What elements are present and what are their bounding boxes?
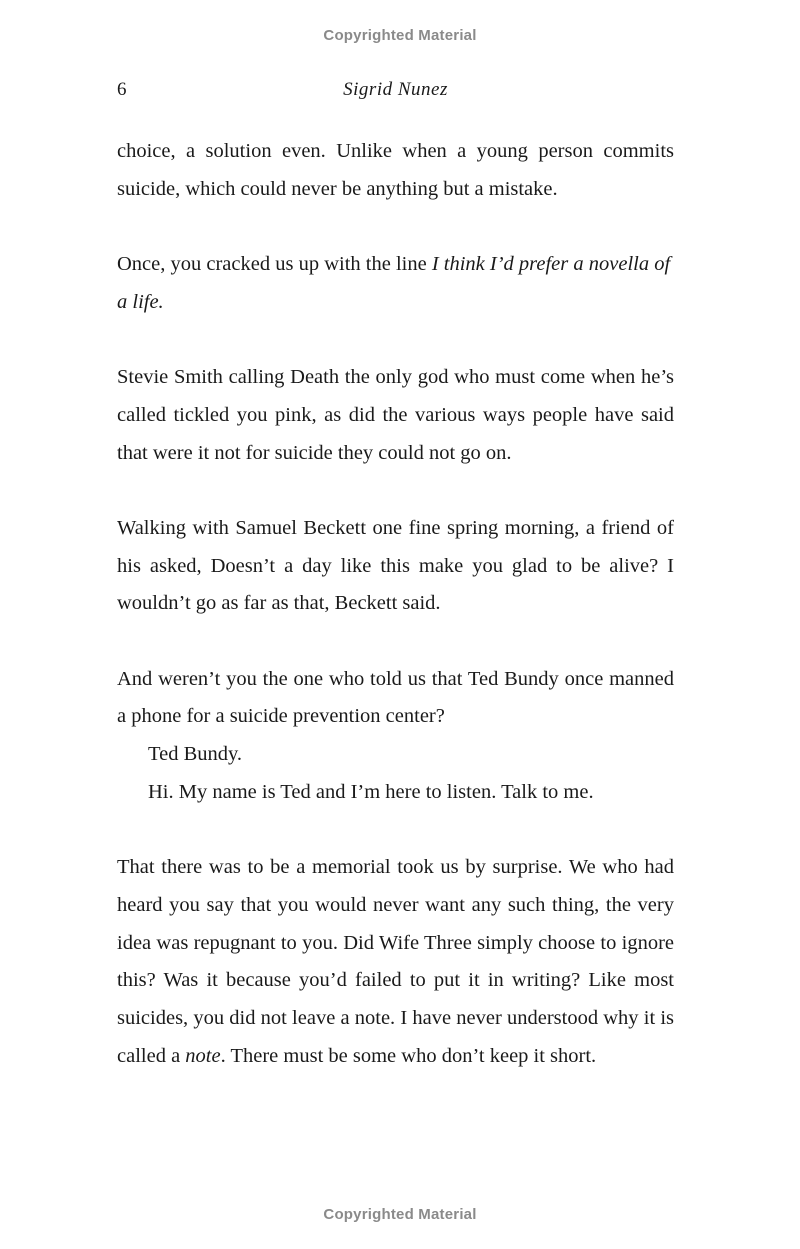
copyright-watermark-bottom: Copyrighted Material [323,1206,477,1223]
paragraph-6-text-end: . There must be some who don’t keep it short. [220,1044,597,1067]
paragraph-1: choice, a solution even. Unlike when a young person commits suicide, which could never be anything but a mistake. [117,140,674,200]
paragraph-3: Stevie Smith calling Death the only god who must come when he’s called tickled you pink, as did the various ways people have said that were it not for suicide they could not go on. [117,366,674,464]
copyright-watermark-top: Copyrighted Material [323,27,477,44]
paragraph-2 [117,246,674,321]
body-text [117,133,674,1076]
author-name: Sigrid Nunez [343,79,448,100]
paragraph-6 [117,849,674,1075]
paragraph-5-line-2: Ted Bundy. [148,743,243,766]
paragraph-6-italic-word: note [185,1044,221,1067]
paragraph-5-line-3: Hi. My name is Ted and I’m here to listen. Talk to me. [148,780,594,803]
paragraph-6-text: That there was to be a memorial took us by surprise. We who had heard you say that you would never want any such thing, the very idea was repugnant to you. Did Wife Three simply choose to ignore this? Was it because you’d failed to put it in writing? Like most suicides, you did not leave a note. I have never understood why it is called a [117,856,674,1067]
paragraph-2-quote: I think I’d prefer a novella of a life. [117,253,671,313]
paragraph-5: And weren’t you the one who told us that Ted Bundy once manned a phone for a suicide prevention center? [117,667,674,728]
running-head [117,79,674,103]
paragraph-2-text: Once, you cracked us up with the line [117,253,432,276]
page-number: 6 [117,79,127,100]
paragraph-4: Walking with Samuel Beckett one fine spring morning, a friend of his asked, Doesn’t a day like this make you glad to be alive? I wouldn’t go as far as that, Beckett said. [117,516,674,615]
